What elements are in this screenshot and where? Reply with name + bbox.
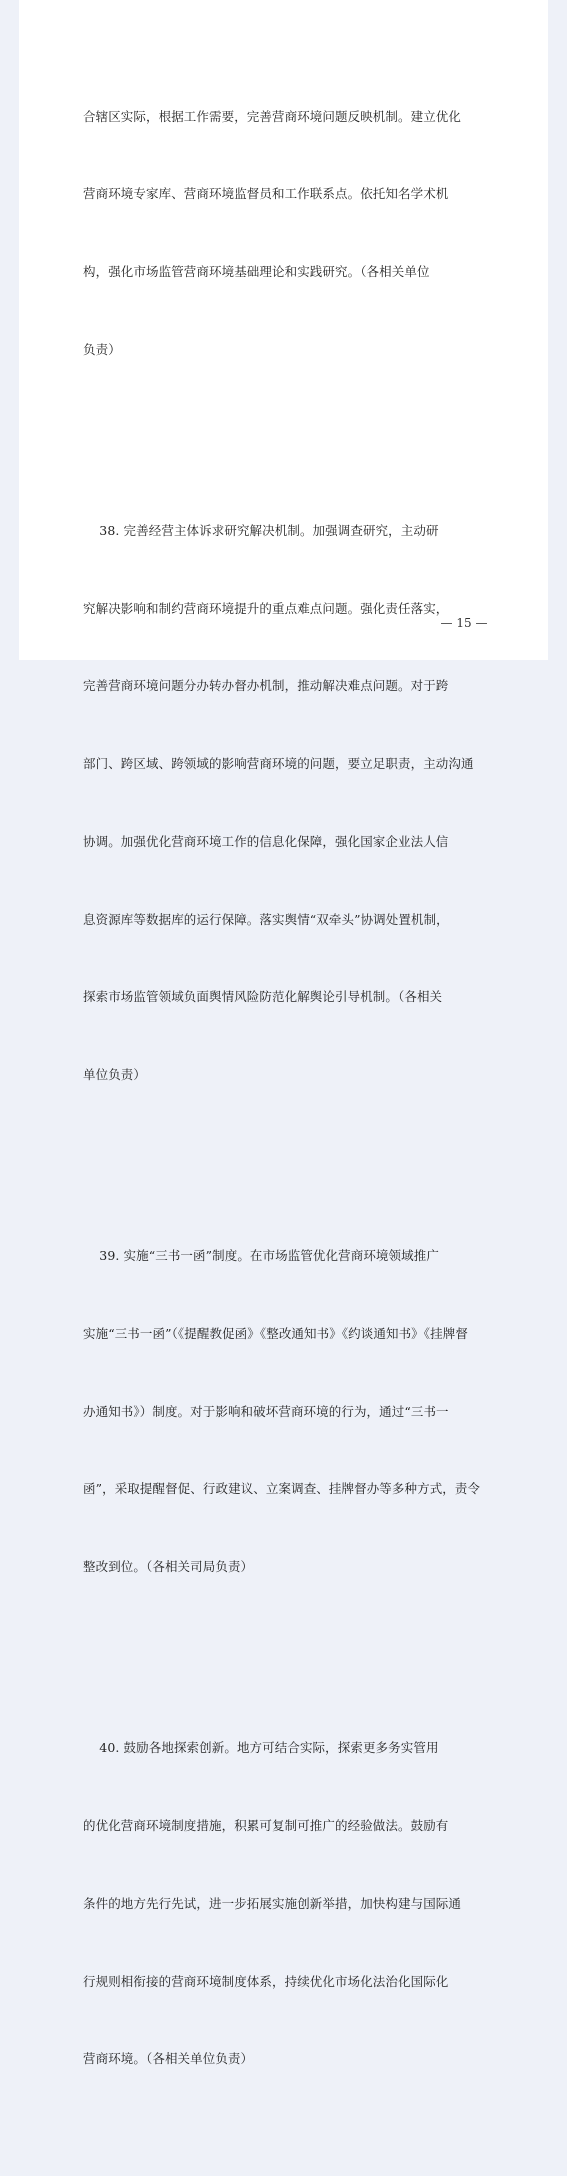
text-line: 行规则相衔接的营商环境制度体系，持续优化市场化法治化国际化 [83, 1973, 449, 1989]
text-line: 38. 完善经营主体诉求研究解决机制。加强调查研究，主动研 [83, 523, 439, 539]
text-line: 完善营商环境问题分办转办督办机制，推动解决难点问题。对于跨 [83, 678, 449, 694]
text-line: 的优化营商环境制度措施，积累可复制可推广的经验做法。鼓励有 [83, 1818, 449, 1834]
paragraph-1 [83, 52, 515, 415]
page-number: — 15 — [440, 616, 488, 630]
paragraph-40 [83, 1684, 515, 2124]
paragraph-38 [83, 466, 515, 1139]
text-line: 条件的地方先行先试，进一步拓展实施创新举措，加快构建与国际通 [83, 1895, 462, 1911]
document-body [83, 0, 515, 2176]
paragraph-39 [83, 1192, 515, 1632]
text-line: 40. 鼓励各地探索创新。地方可结合实际，探索更多务实管用 [83, 1740, 439, 1756]
text-line: 协调。加强优化营商环境工作的信息化保障，强化国家企业法人信 [83, 833, 449, 849]
document-page [19, 0, 548, 2067]
text-line: 负责） [83, 341, 121, 357]
text-line: 整改到位。（各相关司局负责） [83, 1559, 254, 1575]
text-line: 营商环境专家库、营商环境监督员和工作联系点。依托知名学术机 [83, 186, 449, 202]
text-line: 合辖区实际，根据工作需要，完善营商环境问题反映机制。建立优化 [83, 108, 462, 124]
text-line: 函”，采取提醒督促、行政建议、立案调查、挂牌督办等多种方式，责令 [83, 1481, 481, 1497]
text-line: 究解决影响和制约营商环境提升的重点难点问题。强化责任落实， [83, 600, 449, 616]
text-line: 营商环境。（各相关单位负责） [83, 2051, 254, 2067]
text-line: 构，强化市场监管营商环境基础理论和实践研究。（各相关单位 [83, 264, 430, 280]
text-line: 单位负责） [83, 1066, 147, 1082]
text-line: 息资源库等数据库的运行保障。落实舆情“双牵头”协调处置机制， [83, 911, 449, 927]
text-line: 探索市场监管领域负面舆情风险防范化解舆论引导机制。（各相关 [83, 989, 443, 1005]
text-line: 部门、跨区域、跨领域的影响营商环境的问题，要立足职责，主动沟通 [83, 756, 474, 772]
text-line: 办通知书》）制度。对于影响和破坏营商环境的行为，通过“三书一 [83, 1403, 449, 1419]
text-line: 39. 实施“三书一函”制度。在市场监管优化营商环境领域推广 [83, 1248, 439, 1264]
text-line: 实施“三书一函”（《提醒教促函》《整改通知书》《约谈通知书》《挂牌督 [83, 1326, 468, 1342]
